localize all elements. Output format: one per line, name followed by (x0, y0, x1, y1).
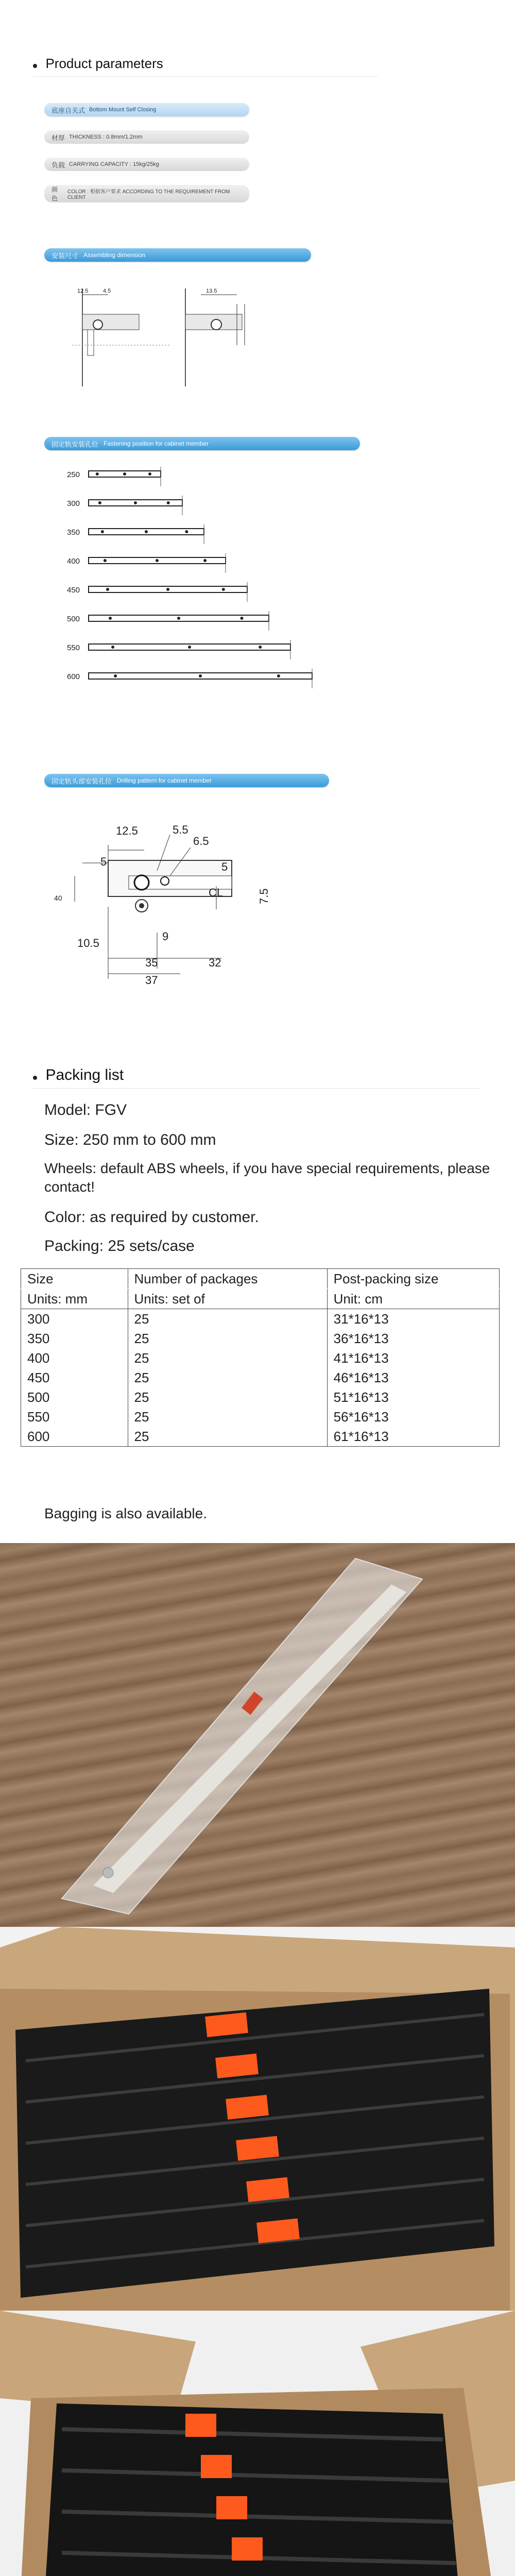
bullet-icon (33, 64, 37, 68)
fastening-size-label: 300 (67, 499, 80, 508)
param-capacity-cn: 负载 (52, 161, 65, 169)
fastening-hole (101, 530, 104, 533)
unit-post-size: Unit: cm (327, 1289, 499, 1309)
bagging-note: Bagging is also available. (44, 1505, 207, 1521)
table-cell: 31*16*13 (327, 1309, 499, 1329)
table-cell: 61*16*13 (327, 1427, 499, 1447)
drill-dim-37: 37 (145, 974, 158, 987)
param-type-cn: 底座自关式 (52, 106, 85, 114)
drill-dim-5b: 5 (221, 860, 228, 873)
table-cell: 25 (128, 1329, 327, 1348)
table-cell: 25 (128, 1427, 327, 1447)
table-cell: 25 (128, 1348, 327, 1368)
table-cell: 41*16*13 (327, 1348, 499, 1368)
unit-packages: Units: set of (128, 1289, 327, 1309)
table-cell: 25 (128, 1387, 327, 1407)
drill-dim-6-5: 6.5 (193, 835, 209, 848)
section-divider (33, 76, 378, 77)
th-packages: Number of packages (128, 1269, 327, 1289)
fastening-hole (166, 588, 169, 591)
drill-dim-5-5: 5.5 (173, 823, 188, 836)
param-color-cn: 颜色 (52, 186, 58, 202)
fastening-hole (123, 472, 126, 476)
drill-dim-35: 35 (145, 956, 158, 969)
table-cell: 500 (21, 1387, 128, 1407)
fastening-hole (259, 646, 262, 649)
table-cell: 550 (21, 1407, 128, 1427)
table-cell: 350 (21, 1329, 128, 1348)
drill-dim-5a: 5 (100, 855, 107, 868)
photo-box-rails-1 (0, 1927, 515, 2311)
table-cell: 25 (128, 1407, 327, 1427)
fastening-diagram (67, 464, 335, 706)
fastening-hole (96, 472, 99, 476)
drilling-banner (44, 774, 329, 787)
packing-size: Size: 250 mm to 600 mm (44, 1131, 216, 1148)
drilling-cn: 固定轨头部安装孔位 (52, 777, 112, 785)
table-cell: 56*16*13 (327, 1407, 499, 1427)
fastening-hole (277, 674, 280, 677)
fastening-hole (188, 646, 191, 649)
fastening-hole (104, 559, 107, 562)
fastening-hole (156, 559, 159, 562)
param-capacity-en: CARRYING CAPACITY : 15kg/25kg (69, 161, 159, 167)
table-cell: 51*16*13 (327, 1387, 499, 1407)
table-cell: 300 (21, 1309, 128, 1329)
fastening-hole (98, 501, 101, 504)
drill-dim-7-5: 7.5 (258, 888, 270, 904)
table-cell: 25 (128, 1309, 327, 1329)
fastening-size-label: 450 (67, 586, 80, 595)
fastening-hole (114, 674, 117, 677)
packing-wheels: Wheels: default ABS wheels, if you have special requirements, please contact! (44, 1160, 490, 1195)
assembly-dim-2: 4.5 (103, 288, 111, 294)
packing-model: Model: FGV (44, 1101, 127, 1118)
assembly-banner (44, 248, 311, 262)
drill-dim-9: 9 (162, 930, 169, 943)
photo-box-rails-2 (0, 2311, 515, 2576)
product-parameters-title: Product parameters (45, 56, 163, 71)
fastening-hole (109, 617, 112, 620)
table-cell: 36*16*13 (327, 1329, 499, 1348)
fastening-size-label: 500 (67, 615, 80, 623)
drilling-diagram (52, 814, 309, 1036)
fastening-hole (145, 530, 148, 533)
param-thickness-en: THICKNESS : 0.8mm/1.2mm (69, 134, 143, 140)
fastening-hole (148, 472, 151, 476)
packing-quantity: Packing: 25 sets/case (44, 1238, 195, 1255)
fastening-size-label: 250 (67, 470, 80, 479)
packing-list-title: Packing list (45, 1066, 124, 1083)
fastening-en: Fastening position for cabinet member (104, 440, 209, 447)
drilling-en: Drilling pattern for cabinet member (117, 777, 212, 784)
assembly-dim-1: 12.5 (77, 288, 89, 294)
assembly-en: Assembling dimension (83, 251, 146, 259)
table-cell: 600 (21, 1427, 128, 1447)
drill-dim-32: 32 (209, 956, 221, 969)
product-parameters-heading (33, 56, 163, 72)
param-thickness-cn: 材厚 (52, 133, 65, 142)
fastening-hole (222, 588, 225, 591)
packing-table (21, 1268, 500, 1447)
assembly-diagram (67, 283, 283, 394)
fastening-size-label: 400 (67, 557, 80, 566)
box-rails-2-drawing (0, 2311, 515, 2576)
fastening-size-label: 600 (67, 672, 80, 681)
fastening-hole (199, 674, 202, 677)
table-cell: 46*16*13 (327, 1368, 499, 1387)
assembly-dim-3: 13.5 (206, 288, 217, 294)
fastening-hole (106, 588, 109, 591)
assembly-cn: 安装尺寸 (52, 251, 79, 260)
fastening-hole (185, 530, 188, 533)
param-color-pill (44, 185, 249, 202)
drill-dim-40: 40 (54, 894, 62, 902)
photo-bagged-rail (0, 1543, 515, 1927)
drill-dim-cl: CL (209, 886, 224, 899)
bagged-rail-drawing (0, 1543, 515, 1927)
drill-dim-12-5: 12.5 (116, 824, 138, 837)
th-post-size: Post-packing size (327, 1269, 499, 1289)
fastening-hole (241, 617, 244, 620)
bullet-icon (33, 1076, 37, 1080)
fastening-hole (177, 617, 180, 620)
fastening-hole (167, 501, 170, 504)
box-rails-1-drawing (0, 1927, 515, 2311)
unit-size: Units: mm (21, 1289, 128, 1309)
fastening-hole (111, 646, 114, 649)
param-type-en: Bottom Mount Self Closing (89, 107, 157, 113)
param-thickness-pill (44, 130, 249, 144)
param-color-en: COLOR : 根据客户要求 ACCORDING TO THE REQUIREMENT FROM CLIENT (67, 189, 230, 200)
fastening-hole (134, 501, 137, 504)
drill-dim-10-5: 10.5 (77, 937, 99, 950)
fastening-size-label: 350 (67, 528, 80, 537)
param-type-pill (44, 103, 249, 116)
section-divider (33, 1088, 481, 1089)
packing-color: Color: as required by customer. (44, 1209, 259, 1226)
fastening-size-label: 550 (67, 643, 80, 652)
fastening-banner (44, 437, 360, 450)
table-cell: 25 (128, 1368, 327, 1387)
th-size: Size (21, 1269, 128, 1289)
fastening-hole (203, 559, 207, 562)
fastening-cn: 固定轨安装孔位 (52, 440, 99, 448)
table-cell: 400 (21, 1348, 128, 1368)
param-capacity-pill (44, 158, 249, 171)
table-cell: 450 (21, 1368, 128, 1387)
packing-list-heading (33, 1066, 124, 1084)
